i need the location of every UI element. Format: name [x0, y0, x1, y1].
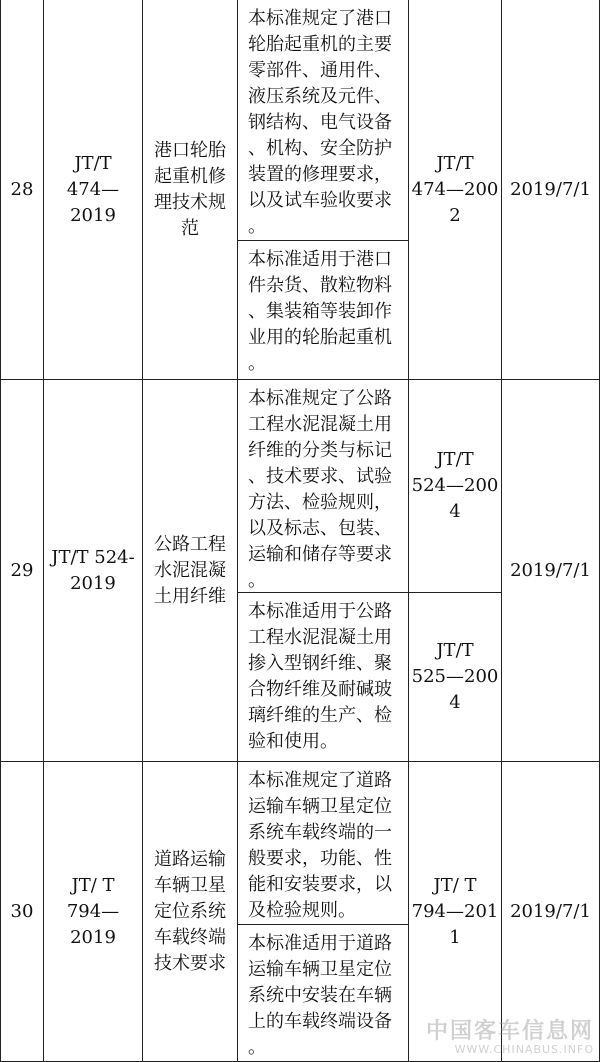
effective-date-cell — [502, 380, 600, 762]
row-number: 30 — [10, 900, 34, 922]
standard-name: 道路运输 车辆卫星 定位系统 车载终端 技术要求 — [154, 848, 226, 974]
replaced-standard-cell — [409, 762, 502, 1062]
description-cell — [238, 380, 409, 593]
replaced-standard: JT/T 474—200 2 — [411, 152, 499, 226]
description-text: 本标准规定了道路 运输车辆卫星定位 系统车载终端的一 般要求，功能、性 能和安装要求，以 及检验规则。 — [248, 770, 392, 921]
standard-code: JT/T 474—2019 — [66, 152, 120, 226]
standard-code: JT/T 524- 2019 — [51, 546, 135, 594]
replaced-standard: JT/ T 794—201 1 — [411, 874, 499, 948]
standard-name: 公路工程 水泥混凝 土用纤维 — [154, 533, 226, 607]
row-number: 28 — [10, 178, 34, 200]
standard-code-cell — [44, 380, 143, 762]
standard-code: JT/ T 794—2019 — [66, 874, 120, 948]
description-text: 本标准适用于港口 件杂货、散粒物料 、集装箱等装卸作 业用的轮胎起重机 。 — [248, 249, 392, 374]
description-text: 本标准适用于道路 运输车辆卫星定位 系统中安装在车辆 上的车载终端设备 。 — [248, 933, 392, 1058]
description-cell — [238, 762, 409, 925]
standard-name-cell — [143, 380, 238, 762]
description-cell — [238, 0, 409, 241]
standard-code-cell — [44, 0, 143, 380]
description-cell — [238, 241, 409, 380]
row-number-cell — [0, 380, 44, 762]
description-text: 本标准规定了公路 工程水泥混凝土用 纤维的分类与标记 、技术要求、试验 方法、检验规则， 以及标志、包装、 运输和储存等要求 。 — [248, 388, 392, 591]
description-text: 本标准适用于公路 工程水泥混凝土用 掺入型钢纤维、聚 合物纤维及耐碱玻 璃纤维的生产、检 验和使用。 — [248, 601, 392, 752]
standard-name: 港口轮胎 起重机修 理技术规 范 — [154, 139, 226, 239]
description-cell — [238, 593, 409, 762]
replaced-standard-cell — [409, 380, 502, 593]
row-number-cell — [0, 762, 44, 1062]
description-cell — [238, 925, 409, 1062]
replaced-standard-cell — [409, 0, 502, 380]
row-number-cell — [0, 0, 44, 380]
replaced-standard: JT/T 525—200 4 — [411, 640, 499, 713]
effective-date-cell — [502, 762, 600, 1062]
effective-date: 2019/7/1 — [510, 559, 591, 581]
standard-name-cell — [143, 762, 238, 1062]
row-number: 29 — [10, 559, 34, 581]
watermark-url: WWW.CHINABUS.INFO — [454, 1043, 594, 1056]
effective-date-cell — [502, 0, 600, 380]
standard-code-cell — [44, 762, 143, 1062]
effective-date: 2019/7/1 — [510, 900, 591, 922]
effective-date: 2019/7/1 — [510, 178, 591, 200]
description-text: 本标准规定了港口 轮胎起重机的主要 零部件、通用件、 液压系统及元件、 钢结构、电气设备 、机构、安全防护 装置的修理要求， 以及试车验收要求 。 — [248, 8, 392, 237]
replaced-standard: JT/T 524—200 4 — [411, 449, 499, 522]
replaced-standard-cell — [409, 593, 502, 762]
standard-name-cell — [143, 0, 238, 380]
site-watermark — [426, 1020, 594, 1056]
watermark-chinese: 中国客车信息网 — [425, 1019, 594, 1044]
